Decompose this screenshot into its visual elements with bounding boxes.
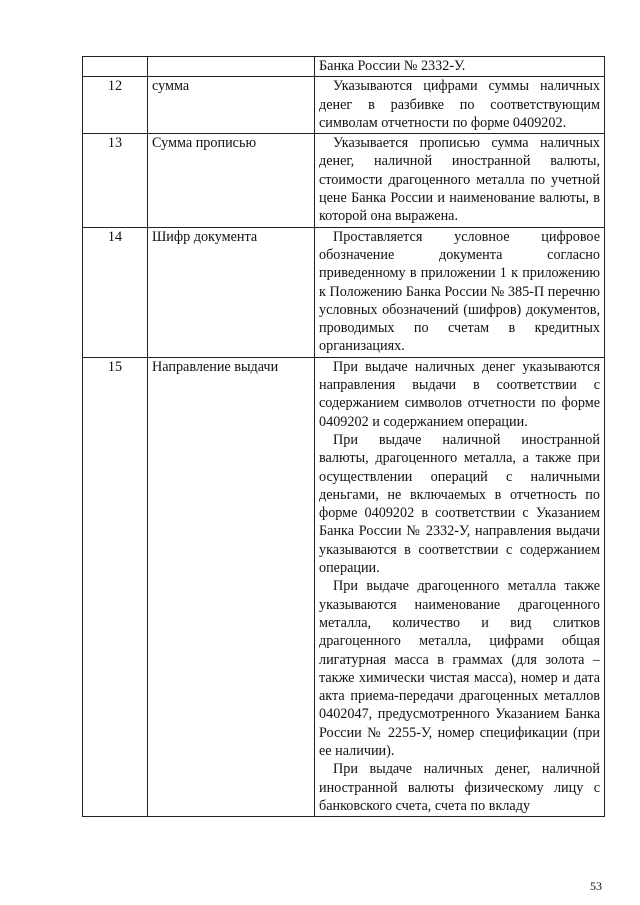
description-paragraph: Проставляется условное цифровое обозначение документа согласно приведенному в приложении 1 к приложению к Положению Банка России № 385-П перечню условных обозначений (шифров) документов, проводимых по счетам в кредитных организациях. (319, 228, 600, 355)
instructions-table (82, 56, 605, 817)
description-paragraph: При выдаче наличных денег, наличной иностранной валюты физическому лицу с банковского счета, счета по вкладу (319, 761, 600, 814)
row-number-cell: 12 (83, 77, 148, 134)
row-number-cell: 13 (83, 134, 148, 227)
description-paragraph: Банка России № 2332-У. (319, 58, 466, 74)
field-name-cell: Сумма прописью (148, 134, 315, 227)
row-number-cell: 15 (83, 357, 148, 816)
description-paragraph: Указываются цифрами суммы наличных денег в разбивке по соответствующим символам отчетности по форме 0409202. (319, 78, 600, 131)
row-number-cell (83, 57, 148, 77)
table-row (83, 357, 605, 816)
table-row-continuation (83, 57, 605, 77)
field-description-cell (315, 134, 605, 227)
field-name-cell: Шифр документа (148, 227, 315, 357)
description-paragraph: Указывается прописью сумма наличных денег, наличной иностранной валюты, стоимости драгоценного металла по учетной цене Банка России и наименование валюты, в которой она выражена. (319, 135, 600, 225)
field-name-cell: Направление выдачи (148, 357, 315, 816)
description-paragraph: При выдаче наличных денег указываются направления выдачи в соответствии с содержанием символов отчетности по форме 0409202 и содержанием операции. (319, 358, 600, 430)
field-name-cell: сумма (148, 77, 315, 134)
page-number: 53 (590, 879, 602, 893)
field-description-cell (315, 357, 605, 816)
row-number-cell: 14 (83, 227, 148, 357)
table-row (83, 134, 605, 227)
description-paragraph: При выдаче драгоценного металла также указываются наименование драгоценного металла, количество и вид слитков драгоценного металла, цифрами общая лигатурная масса в граммах (для золота – также химически чистая масса), номер и дата акта приема-передачи драгоценных металлов 0402047, предусмотренного Указанием Банка России № 2255-У, номер спецификации (при ее наличии). (319, 578, 600, 759)
field-description-cell (315, 227, 605, 357)
table-row (83, 77, 605, 134)
field-description-cell (315, 77, 605, 134)
field-name-cell (148, 57, 315, 77)
field-description-cell (315, 57, 605, 77)
table-row (83, 227, 605, 357)
description-paragraph: При выдаче наличной иностранной валюты, драгоценного металла, а также при осуществлении операций с наличными деньгами, не включаемых в отчетность по форме 0409202 в соответствии с Указанием Банка России № 2332-У, направления выдачи указываются в соответствии с содержанием операции. (319, 431, 600, 577)
